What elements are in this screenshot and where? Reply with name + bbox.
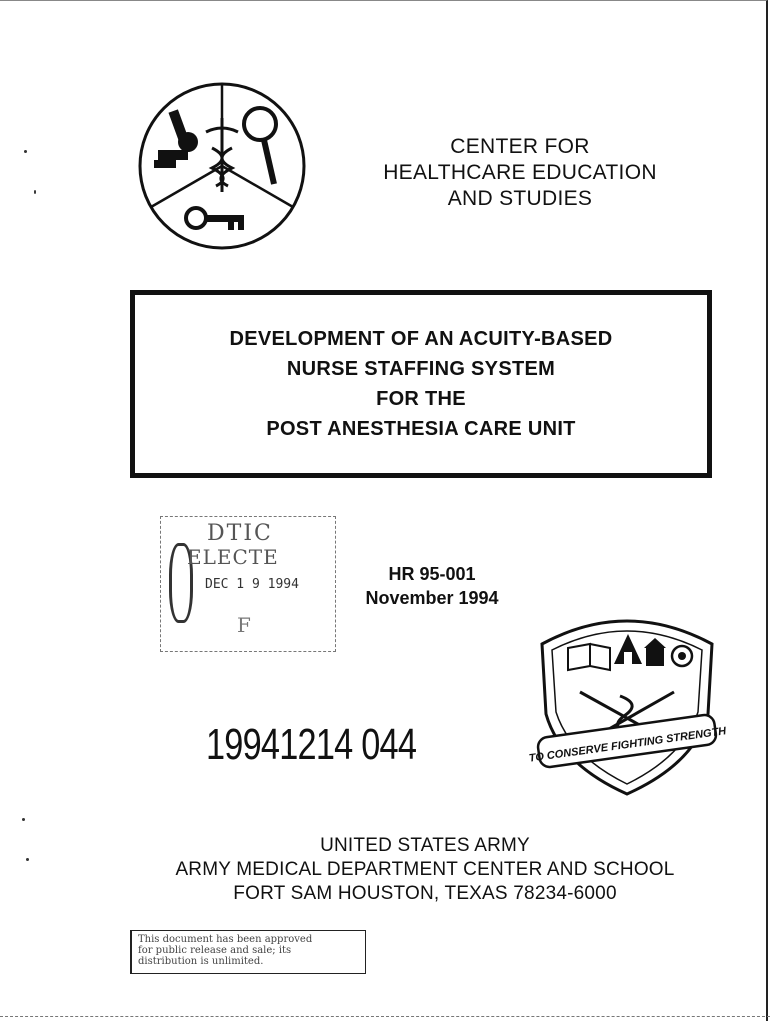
microscope-icon	[154, 109, 198, 168]
accession-number: 19941214 044	[206, 720, 417, 769]
report-number: HR 95-001	[388, 564, 476, 584]
stamp-agency: DTIC	[207, 521, 273, 546]
release-line: distribution is unlimited.	[138, 956, 264, 967]
release-notice	[130, 930, 366, 974]
scan-speck	[24, 150, 27, 153]
crest-motto: TO CONSERVE FIGHTING STRENGTH	[528, 725, 727, 765]
report-date: November 1994	[365, 588, 499, 608]
scan-speck	[26, 858, 29, 861]
document-title-line: NURSE STAFFING SYSTEM	[286, 358, 556, 380]
center-name	[340, 134, 700, 212]
center-name-line: HEALTHCARE EDUCATION	[383, 161, 657, 184]
magnifier-icon	[244, 108, 276, 184]
dtic-stamp	[160, 516, 336, 652]
stamp-status: ELECTE	[187, 545, 279, 569]
document-title-box	[130, 290, 712, 478]
book-icon	[568, 644, 610, 670]
issuing-organization	[140, 834, 710, 906]
organization-line: FORT SAM HOUSTON, TEXAS 78234-6000	[233, 883, 617, 904]
document-title-line: POST ANESTHESIA CARE UNIT	[266, 418, 576, 440]
caduceus-icon	[206, 118, 238, 192]
document-title-line: FOR THE	[376, 388, 466, 410]
building-icon	[644, 638, 666, 666]
tent-icon	[614, 634, 642, 664]
center-name-line: AND STUDIES	[447, 187, 593, 210]
stamp-letter: F	[237, 613, 251, 637]
center-logo	[136, 80, 308, 252]
release-line: This document has been approved	[138, 934, 313, 945]
stamp-date: DEC 1 9 1994	[205, 577, 299, 592]
document-title-line: DEVELOPMENT OF AN ACUITY-BASED	[229, 328, 613, 350]
center-name-line: CENTER FOR	[450, 135, 590, 158]
key-icon	[186, 208, 244, 230]
organization-line: ARMY MEDICAL DEPARTMENT CENTER AND SCHOOL	[175, 859, 675, 880]
scan-speck	[34, 190, 36, 194]
organization-line: UNITED STATES ARMY	[320, 835, 530, 856]
page-bottom-edge	[0, 1016, 770, 1017]
report-identifier	[342, 562, 522, 610]
amedd-crest	[524, 604, 730, 800]
scan-speck	[22, 818, 25, 821]
release-line: for public release and sale; its	[138, 945, 292, 956]
